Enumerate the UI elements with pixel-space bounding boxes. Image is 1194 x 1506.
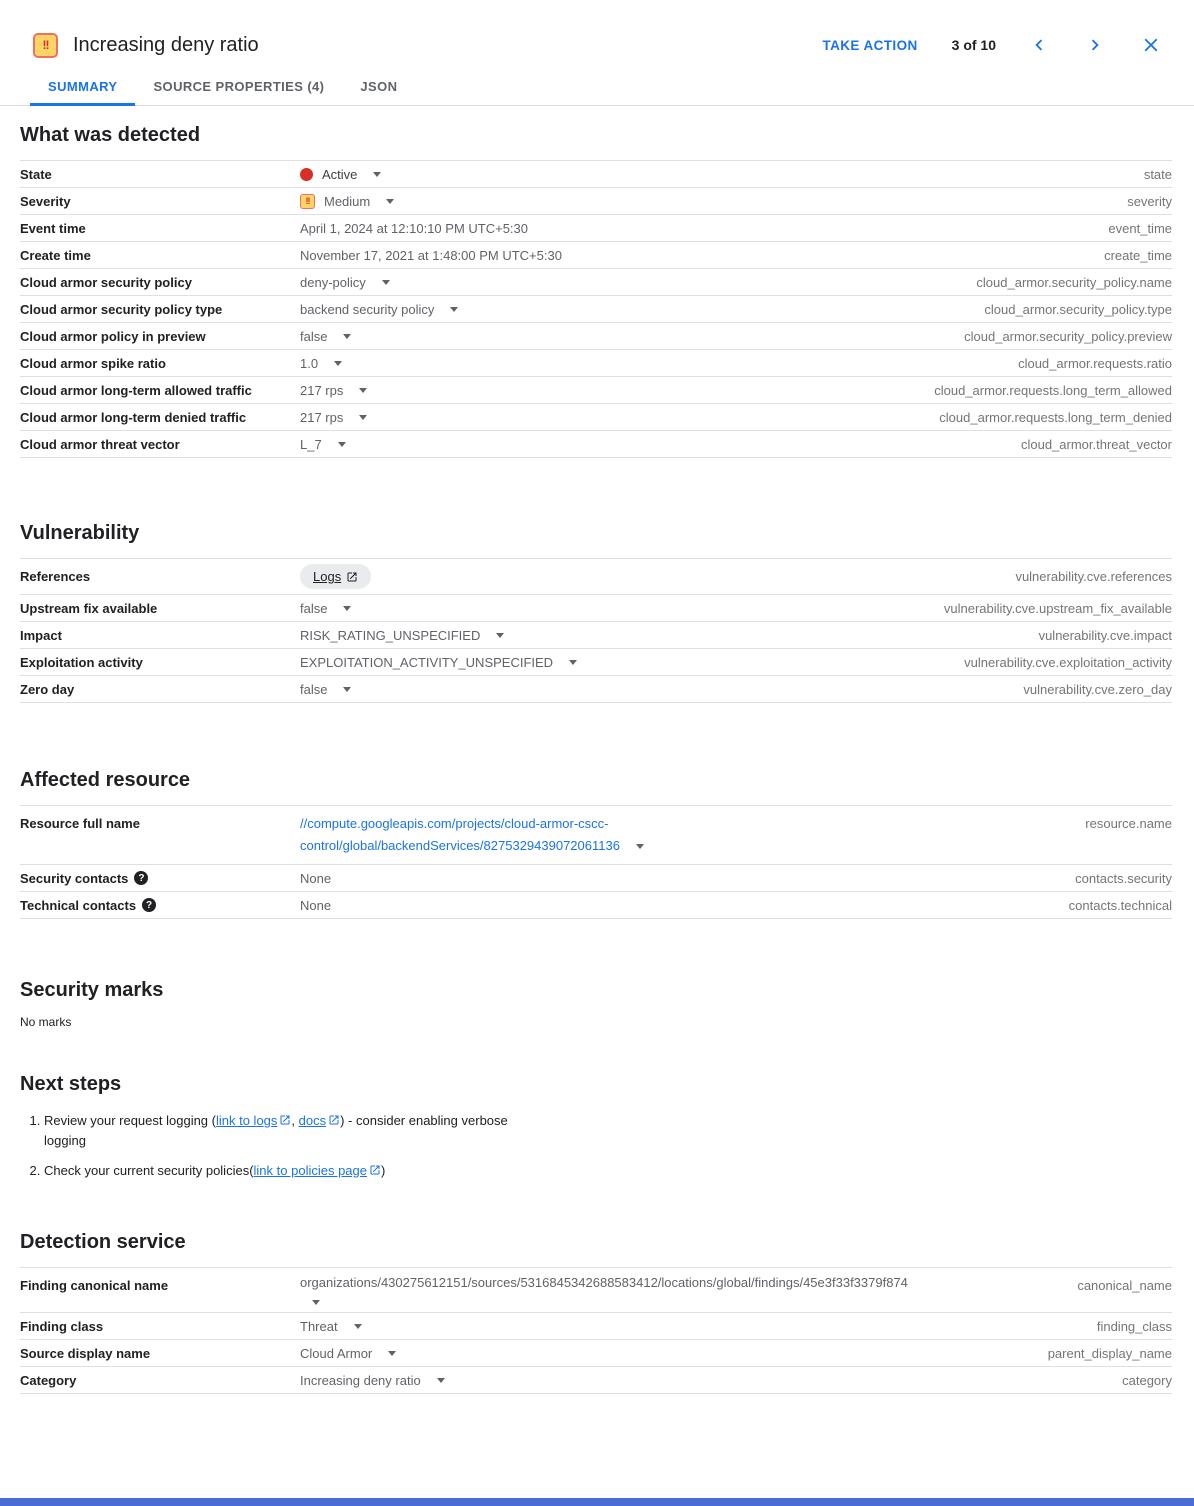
page-title: Increasing deny ratio (73, 33, 259, 56)
next-finding-button[interactable] (1082, 32, 1108, 58)
field-key: vulnerability.cve.references (1015, 569, 1172, 584)
row-value (300, 275, 976, 290)
row-event-time (20, 215, 1172, 242)
row-label (20, 1275, 300, 1293)
section-title: Next steps (20, 1073, 122, 1095)
row-label (20, 302, 300, 317)
row-value (300, 682, 1023, 697)
row-value (300, 813, 1085, 857)
dropdown-caret-icon (388, 1351, 396, 1356)
row-label (20, 1319, 300, 1334)
row-value (300, 1346, 1048, 1361)
dropdown-caret-icon (343, 334, 351, 339)
row-label-text: Zero day (20, 681, 75, 697)
section-next-steps (20, 1071, 1172, 1181)
active-state-dot-icon (300, 168, 313, 181)
row-vulnerability-cve-references (20, 559, 1172, 595)
dropdown-caret-icon (354, 1324, 362, 1329)
section-title: Vulnerability (20, 522, 140, 544)
next-step-item: 2. Check your current security policies(link to policies page ) (44, 1161, 549, 1181)
resource-full-name-link[interactable]: //compute.googleapis.com/projects/cloud-armor-cscc- control/global/backendServices/8275329439072061136 (300, 816, 620, 853)
dropdown-caret-icon (386, 199, 394, 204)
value-text: EXPLOITATION_ACTIVITY_UNSPECIFIED (300, 654, 554, 670)
row-label (20, 898, 300, 913)
section-vulnerability (20, 520, 1172, 703)
row-value (300, 383, 934, 398)
row-label-text: Cloud armor security policy (20, 274, 192, 290)
row-label-text: Source display name (20, 1345, 151, 1361)
value-dropdown[interactable] (300, 601, 351, 616)
row-label-text: Event time (20, 220, 86, 236)
row-cloud-armor-security-policy-type (20, 296, 1172, 323)
field-key: cloud_armor.requests.long_term_denied (939, 409, 1172, 425)
value-text: November 17, 2021 at 1:48:00 PM UTC+5:30 (300, 247, 562, 263)
value-dropdown[interactable] (300, 655, 577, 670)
value-dropdown[interactable] (300, 410, 367, 425)
value-dropdown[interactable] (300, 437, 346, 452)
value-text: false (300, 681, 328, 697)
section-detection-service (20, 1229, 1172, 1394)
row-value (300, 302, 984, 317)
row-label-text: Cloud armor policy in preview (20, 328, 206, 344)
field-key: contacts.security (1075, 870, 1172, 886)
link-to-logs-link[interactable]: link to logs (216, 1113, 291, 1128)
row-contacts-technical (20, 892, 1172, 919)
dropdown-caret-icon (359, 388, 367, 393)
close-icon (1140, 34, 1162, 56)
field-key: contacts.technical (1068, 897, 1172, 913)
tab-source-properties[interactable]: SOURCE PROPERTIES (4) (153, 79, 325, 94)
value-text: 217 rps (300, 382, 344, 398)
row-value (300, 356, 1018, 371)
row-label (20, 275, 300, 290)
row-value (300, 248, 1104, 263)
finding-header (0, 0, 1194, 58)
value-dropdown[interactable] (300, 275, 390, 290)
row-vulnerability-cve-exploitation-activity (20, 649, 1172, 676)
tab-bar (0, 70, 1194, 106)
row-label-text: Create time (20, 247, 91, 263)
field-key: vulnerability.cve.zero_day (1023, 681, 1172, 697)
row-label (20, 167, 300, 182)
chevron-left-icon (1028, 34, 1050, 56)
field-key: parent_display_name (1047, 1345, 1172, 1361)
next-steps-list (20, 1111, 1172, 1181)
severity-dropdown[interactable] (300, 194, 394, 209)
section-title: Security marks (20, 979, 164, 1001)
row-label (20, 1373, 300, 1388)
dropdown-caret-icon (343, 606, 351, 611)
bottom-scrollbar[interactable] (0, 1498, 1194, 1506)
value-text: backend security policy (300, 301, 435, 317)
row-label-text: Cloud armor long-term allowed traffic (20, 382, 252, 398)
pagination-label: 3 of 10 (951, 37, 996, 53)
value-dropdown[interactable] (300, 682, 351, 697)
section-what-was-detected (20, 122, 1172, 458)
value-dropdown[interactable] (300, 356, 342, 371)
field-key: cloud_armor.security_policy.preview (964, 328, 1172, 344)
row-state (20, 161, 1172, 188)
row-label (20, 655, 300, 670)
field-key: finding_class (1096, 1318, 1172, 1334)
row-label (20, 356, 300, 371)
value-text: organizations/430275612151/sources/5316845342688583412/locations/global/findings/45e3f33f3379f874 (300, 1275, 908, 1290)
row-contacts-security (20, 865, 1172, 892)
canonical-name-wrap (300, 1275, 908, 1305)
row-label (20, 871, 300, 886)
prev-finding-button[interactable] (1026, 32, 1052, 58)
row-label-text: Exploitation activity (20, 654, 143, 670)
value-text: None (300, 897, 332, 913)
field-key: category (1122, 1372, 1172, 1388)
external-link-icon (346, 571, 358, 583)
dropdown-caret-icon (569, 660, 577, 665)
dropdown-caret-icon (450, 307, 458, 312)
row-cloud-armor-requests-ratio (20, 350, 1172, 377)
tab-summary[interactable]: SUMMARY (30, 70, 135, 106)
row-label (20, 221, 300, 236)
dropdown-caret-icon (437, 1378, 445, 1383)
value-text: 1.0 (300, 355, 319, 371)
row-label-text: Finding class (20, 1318, 104, 1334)
row-vulnerability-cve-upstream-fix-available (20, 595, 1172, 622)
row-label-text: Cloud armor long-term denied traffic (20, 409, 247, 425)
value-dropdown[interactable] (300, 1319, 362, 1334)
row-label-text: Cloud armor spike ratio (20, 355, 166, 371)
value-text: Active (322, 166, 358, 182)
row-label-text: Impact (20, 627, 62, 643)
link-to-policies-page-link[interactable]: link to policies page (254, 1163, 381, 1178)
row-resource-name (20, 806, 1172, 865)
row-value (300, 194, 1127, 209)
row-label (20, 248, 300, 263)
row-value (300, 410, 939, 425)
external-link-icon (369, 1164, 381, 1176)
row-value (300, 329, 964, 344)
row-label-text: Cloud armor security policy type (20, 301, 223, 317)
row-label (20, 813, 300, 831)
docs-link[interactable]: docs (299, 1113, 340, 1128)
row-value (300, 221, 1108, 236)
row-vulnerability-cve-zero-day (20, 676, 1172, 703)
section-title: What was detected (20, 124, 201, 146)
section-security-marks (20, 977, 1172, 1029)
resource-link-wrap (300, 813, 644, 857)
medium-severity-icon (300, 194, 315, 209)
value-text: Cloud Armor (300, 1345, 373, 1361)
value-text: Medium (324, 193, 371, 209)
row-create-time (20, 242, 1172, 269)
value-text: false (300, 600, 328, 616)
value-text: 217 rps (300, 409, 344, 425)
vulnerability-table (20, 558, 1172, 703)
chevron-right-icon (1084, 34, 1106, 56)
value-dropdown[interactable] (300, 329, 351, 344)
row-parent-display-name (20, 1340, 1172, 1367)
field-key: severity (1127, 193, 1172, 209)
dropdown-caret-icon (373, 172, 381, 177)
close-button[interactable] (1138, 32, 1164, 58)
row-value (300, 559, 1015, 594)
value-dropdown[interactable] (300, 628, 504, 643)
value-text: Threat (300, 1318, 338, 1334)
row-value (300, 1373, 1122, 1388)
row-value (300, 628, 1039, 643)
dropdown-caret-icon (338, 442, 346, 447)
row-label-text: Resource full name (20, 816, 140, 831)
logs-chip-label: Logs (313, 569, 358, 584)
summary-content (20, 122, 1172, 1394)
row-cloud-armor-security-policy-preview (20, 323, 1172, 350)
row-value (300, 167, 1144, 182)
row-label-text: References (20, 569, 91, 584)
value-text: deny-policy (300, 274, 366, 290)
value-text: April 1, 2024 at 12:10:10 PM UTC+5:30 (300, 220, 528, 236)
value-dropdown[interactable] (300, 302, 458, 317)
field-key: cloud_armor.security_policy.name (976, 274, 1172, 290)
field-key: cloud_armor.threat_vector (1020, 436, 1172, 452)
take-action-button[interactable]: TAKE ACTION (822, 37, 918, 53)
field-key: cloud_armor.security_policy.type (984, 301, 1172, 317)
detection-service-table (20, 1267, 1172, 1394)
row-label-text: Severity (20, 193, 71, 209)
section-title: Detection service (20, 1231, 186, 1253)
value-dropdown[interactable] (300, 1373, 445, 1388)
value-text: L_7 (300, 436, 322, 452)
row-cloud-armor-requests-long-term-allowed (20, 377, 1172, 404)
row-value (300, 871, 1075, 886)
row-label-text: Security contacts (20, 870, 129, 886)
field-key: vulnerability.cve.upstream_fix_available (943, 600, 1172, 616)
field-key: event_time (1108, 220, 1172, 236)
dropdown-caret-icon (359, 415, 367, 420)
row-value (300, 898, 1069, 913)
row-cloud-armor-threat-vector (20, 431, 1172, 458)
row-finding-class (20, 1313, 1172, 1340)
logs-chip[interactable] (300, 564, 371, 589)
what-was-detected-table (20, 160, 1172, 458)
row-value (300, 601, 944, 616)
dropdown-caret-icon (343, 687, 351, 692)
row-value (300, 655, 964, 670)
field-key: cloud_armor.requests.long_term_allowed (934, 382, 1172, 398)
medium-severity-icon (33, 33, 58, 58)
value-text: None (300, 870, 332, 886)
affected-resource-table (20, 805, 1172, 919)
row-label (20, 437, 300, 452)
row-label (20, 569, 300, 584)
dropdown-caret-icon (496, 633, 504, 638)
field-key: cloud_armor.requests.ratio (1018, 355, 1172, 371)
help-icon[interactable] (142, 898, 156, 912)
row-label (20, 410, 300, 425)
header-actions (822, 32, 1164, 58)
row-label-text: Finding canonical name (20, 1278, 169, 1293)
tab-json[interactable]: JSON (360, 79, 398, 94)
row-label (20, 383, 300, 398)
row-label (20, 601, 300, 616)
row-cloud-armor-requests-long-term-denied (20, 404, 1172, 431)
dropdown-caret-icon (334, 361, 342, 366)
external-link-icon (279, 1114, 291, 1126)
dropdown-caret-icon (312, 1300, 320, 1305)
row-label-text: Technical contacts (20, 897, 137, 913)
row-label (20, 682, 300, 697)
help-icon[interactable] (134, 871, 148, 885)
no-marks-text: No marks (20, 1015, 72, 1029)
row-label (20, 329, 300, 344)
row-label-text: Cloud armor threat vector (20, 436, 180, 452)
state-dropdown[interactable] (300, 167, 381, 182)
dropdown-caret-icon (636, 844, 644, 849)
row-label (20, 194, 300, 209)
dropdown-caret-icon (382, 280, 390, 285)
value-text: false (300, 328, 328, 344)
row-label (20, 628, 300, 643)
row-cloud-armor-security-policy-name (20, 269, 1172, 296)
row-vulnerability-cve-impact (20, 622, 1172, 649)
row-label (20, 1346, 300, 1361)
row-category (20, 1367, 1172, 1394)
row-value (300, 1275, 1077, 1305)
row-value (300, 1319, 1097, 1334)
row-value (300, 437, 1021, 452)
next-step-item: 1. Review your request logging (link to logs , docs ) - consider enabling verbose logging (44, 1111, 549, 1151)
row-canonical-name (20, 1268, 1172, 1313)
row-severity (20, 188, 1172, 215)
field-key: state (1143, 166, 1172, 182)
field-key: vulnerability.cve.exploitation_activity (964, 654, 1172, 670)
value-text: RISK_RATING_UNSPECIFIED (300, 627, 481, 643)
value-text: Increasing deny ratio (300, 1372, 421, 1388)
field-key: vulnerability.cve.impact (1038, 627, 1172, 643)
row-label-text: Category (20, 1372, 77, 1388)
row-label-text: Upstream fix available (20, 600, 158, 616)
field-key: canonical_name (1077, 1278, 1172, 1293)
field-key: resource.name (1085, 816, 1172, 831)
value-dropdown[interactable] (300, 383, 367, 398)
row-label-text: State (20, 166, 52, 182)
section-affected-resource (20, 767, 1172, 919)
value-dropdown[interactable] (300, 1346, 396, 1361)
field-key: create_time (1104, 247, 1172, 263)
external-link-icon (328, 1114, 340, 1126)
section-title: Affected resource (20, 769, 191, 791)
